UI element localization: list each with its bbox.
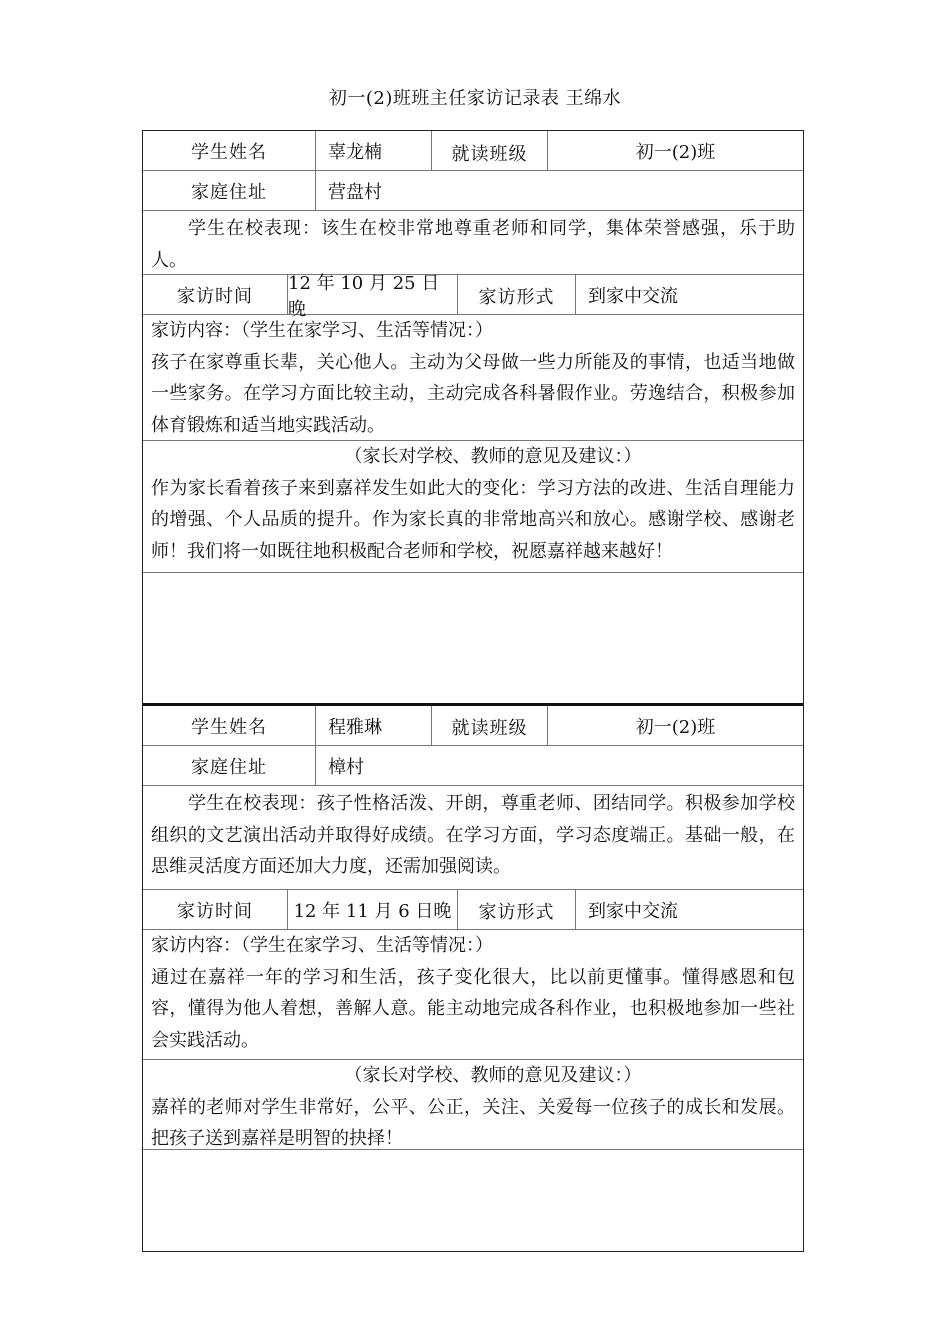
parent-opinion-heading: （家长对学校、教师的意见及建议：） — [344, 1065, 642, 1086]
visit-time-label: 家访时间 — [177, 900, 253, 922]
document-title: 初一(2)班班主任家访记录表 王绵水 — [328, 88, 622, 109]
visit-time-value: 12 年 10 月 25 日晚 — [287, 275, 457, 314]
address-value: 营盘村 — [315, 171, 803, 210]
class-value: 初一(2)班 — [547, 706, 803, 745]
student-info-row — [143, 706, 803, 746]
school-performance-text: 学生在校表现：孩子性格活泼、开朗，尊重老师、团结同学。积极参加学校组织的文艺演出活动并取得好成绩。在学习方面，学习态度端正。基础一般，在思维灵活度方面还加大力度，还需加强阅读。 — [151, 793, 795, 877]
visit-form-label: 家访形式 — [457, 890, 575, 929]
home-situation-text: 通过在嘉祥一年的学习和生活，孩子变化很大，比以前更懂事。懂得感恩和包容，懂得为他人着想，善解人意。能主动地完成各科作业，也积极地参加一些社会实践活动。 — [151, 966, 795, 1051]
visit-content-heading: 家访内容：（学生在家学习、生活等情况：） — [151, 320, 493, 341]
school-performance-row — [143, 786, 803, 890]
school-performance-text: 学生在校表现：该生在校非常地尊重老师和同学，集体荣誉感强，乐于助人。 — [151, 218, 795, 271]
address-value: 樟村 — [315, 746, 803, 785]
student-name-label: 学生姓名 — [191, 716, 267, 738]
class-label: 就读班级 — [431, 131, 547, 170]
visit-record — [143, 703, 803, 1248]
visit-time-row — [143, 272, 803, 320]
parent-feedback-text: 作为家长看着孩子来到嘉祥发生如此大的变化：学习方法的改进、生活自理能力的增强、个人品质的提升。作为家长真的非常地高兴和放心。感谢学校、感谢老师！我们将一如既往地积极配合老师和学校，祝愿嘉祥越来越好！ — [151, 477, 795, 562]
class-value: 初一(2)班 — [547, 131, 803, 170]
parent-feedback-row — [143, 441, 803, 573]
blank-space — [143, 1150, 803, 1248]
visit-record-table — [142, 130, 804, 1252]
home-situation-row — [143, 930, 803, 1060]
class-label: 就读班级 — [431, 706, 547, 745]
visit-time-label: 家访时间 — [177, 285, 253, 307]
address-row — [143, 746, 803, 786]
student-name-label: 学生姓名 — [191, 141, 267, 163]
address-label: 家庭住址 — [191, 756, 267, 778]
parent-feedback-row — [143, 1060, 803, 1150]
visit-form-value: 到家中交流 — [575, 890, 803, 929]
student-name-value: 辜龙楠 — [315, 131, 431, 170]
home-situation-text: 孩子在家尊重长辈，关心他人。主动为父母做一些力所能及的事情，也适当地做一些家务。在学习方面比较主动，主动完成各科暑假作业。劳逸结合，积极参加体育锻炼和适当地实践活动。 — [151, 351, 795, 436]
address-label: 家庭住址 — [191, 181, 267, 203]
student-info-row — [143, 131, 803, 171]
parent-feedback-text: 嘉祥的老师对学生非常好，公平、公正，关注、关爱每一位孩子的成长和发展。把孩子送到嘉祥是明智的抉择！ — [151, 1096, 795, 1149]
visit-record — [143, 131, 803, 703]
home-situation-row — [143, 315, 803, 441]
visit-form-label: 家访形式 — [457, 275, 575, 314]
address-row — [143, 171, 803, 211]
school-performance-row — [143, 211, 803, 275]
student-name-value: 程雅琳 — [315, 706, 431, 745]
visit-time-row — [143, 890, 803, 930]
visit-content-heading: 家访内容：（学生在家学习、生活等情况：） — [151, 935, 493, 956]
blank-space — [143, 573, 803, 703]
visit-form-value: 到家中交流 — [575, 275, 803, 314]
visit-time-value: 12 年 11 月 6 日晚 — [287, 890, 457, 929]
parent-opinion-heading: （家长对学校、教师的意见及建议：） — [344, 446, 642, 467]
